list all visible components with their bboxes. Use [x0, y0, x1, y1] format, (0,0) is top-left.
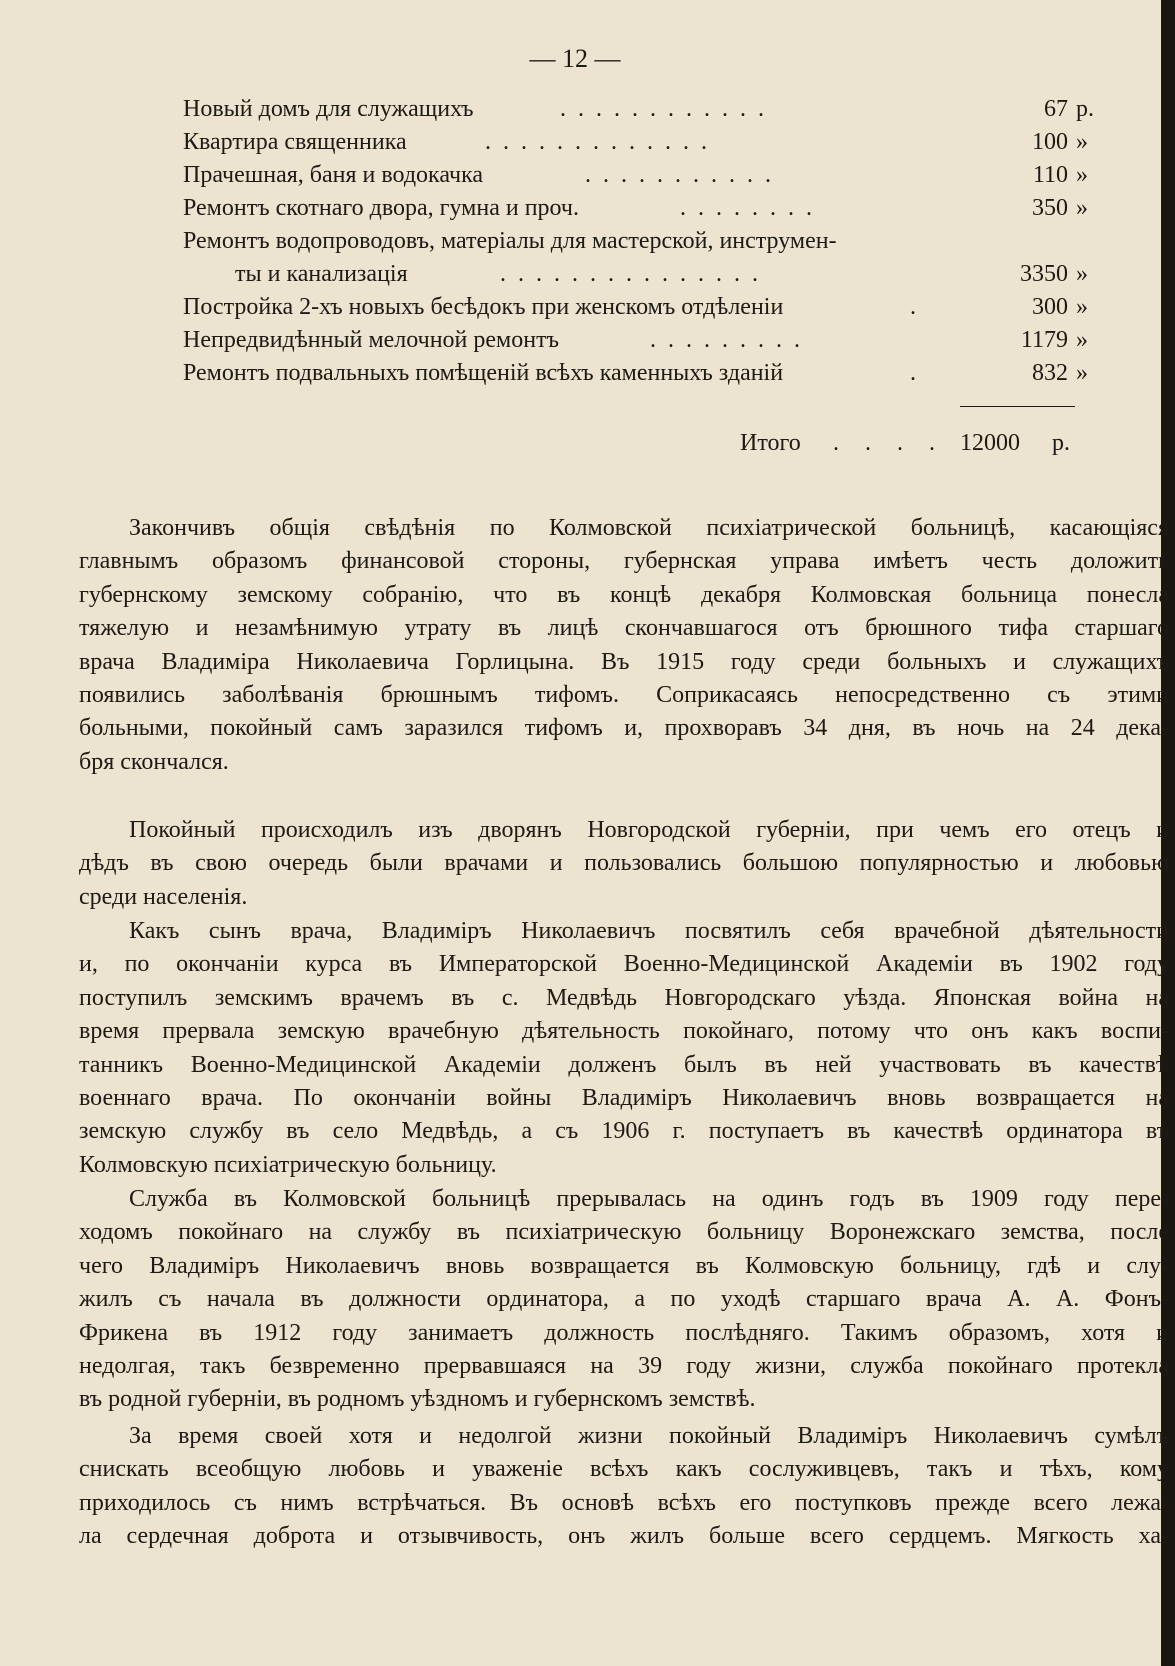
budget-item-amount: 832	[1032, 360, 1068, 386]
budget-row	[183, 195, 1088, 228]
budget-row	[183, 360, 1088, 393]
budget-item-amount: 100	[1032, 129, 1068, 155]
text-line: поступилъ земскимъ врачемъ въ с. Медвѣдь Новгородскаго уѣзда. Японская война на	[79, 984, 1169, 1011]
paragraph	[79, 915, 1169, 1182]
budget-item-amount: 110	[1032, 162, 1068, 188]
total-label: Итого	[740, 430, 801, 456]
paragraph	[79, 814, 1169, 914]
text-line: среди населенія.	[79, 883, 248, 910]
budget-item-dots: . . . . . . . . .	[650, 327, 803, 353]
budget-item-label: Новый домъ для служащихъ	[183, 96, 474, 122]
total-dots: . . . .	[833, 430, 945, 456]
text-line: ла сердечная доброта и отзывчивость, онъ жилъ больше всего сердцемъ. Мягкость ха-	[79, 1523, 1169, 1550]
budget-item-amount: 1179	[1020, 327, 1068, 353]
text-line: ходомъ покойнаго на службу въ психіатрическую больницу Воронежскаго земства, после	[79, 1219, 1169, 1246]
text-line: время прервала земскую врачебную дѣятельность покойнаго, потому что онъ какъ воспи-	[79, 1018, 1169, 1045]
budget-row	[183, 327, 1088, 360]
budget-item-dots: .	[910, 360, 919, 386]
total-rule	[960, 406, 1075, 407]
budget-table	[183, 96, 1094, 393]
text-line: недолгая, такъ безвременно прервавшаяся на 39 году жизни, служба покойнаго протекла	[79, 1352, 1169, 1379]
text-line: Закончивъ общія свѣдѣнія по Колмовской психіатрической больницѣ, касающіяся	[129, 515, 1169, 541]
text-line: главнымъ образомъ финансовой стороны, губернская управа имѣетъ честь доложить	[79, 548, 1169, 575]
page-number: — 12 —	[529, 44, 621, 73]
budget-item-dots: . . . . . . . . . . .	[585, 162, 774, 188]
budget-item-unit: »	[1076, 162, 1088, 188]
budget-item-label: Ремонтъ подвальныхъ помѣщеній всѣхъ каменныхъ зданій	[183, 360, 784, 386]
budget-item-label: Квартира священника	[183, 129, 407, 155]
budget-row	[183, 261, 1088, 294]
budget-item-label: Прачешная, баня и водокачка	[183, 162, 484, 188]
budget-item-amount: 3350	[1020, 261, 1068, 287]
budget-item-label: Ремонтъ водопроводовъ, матеріалы для мастерской, инструмен-	[183, 228, 837, 254]
budget-item-dots: . . . . . . . . . . . . . . .	[500, 261, 761, 287]
paragraph	[79, 1183, 1169, 1417]
text-line: За время своей хотя и недолгой жизни покойный Владиміръ Николаевичъ сумѣлъ	[129, 1423, 1169, 1449]
budget-item-unit: »	[1076, 327, 1088, 353]
text-line: военнаго врача. По окончаніи войны Владиміръ Николаевичъ вновь возвращается на	[79, 1084, 1169, 1111]
budget-item-dots: . . . . . . . . . . . .	[560, 96, 767, 122]
text-line: Фрикена въ 1912 году занимаетъ должность послѣдняго. Такимъ образомъ, хотя и	[79, 1319, 1169, 1346]
total-amount: 12000	[960, 430, 1020, 456]
budget-row	[183, 129, 1088, 162]
budget-item-amount: 350	[1032, 195, 1068, 221]
text-line: губернскому земскому собранію, что въ концѣ декабря Колмовская больница понесла	[79, 581, 1169, 608]
text-line: снискать всеобщую любовь и уваженіе всѣхъ какъ сослуживцевъ, такъ и тѣхъ, кому	[79, 1456, 1169, 1483]
text-line: Колмовскую психіатрическую больницу.	[79, 1151, 497, 1178]
text-line: Служба въ Колмовской больницѣ прерывалась на одинъ годъ въ 1909 году пере-	[129, 1186, 1169, 1212]
text-line: чего Владиміръ Николаевичъ вновь возвращается въ Колмовскую больницу, гдѣ и слу-	[79, 1252, 1169, 1279]
total-unit: р.	[1052, 430, 1070, 456]
budget-row	[183, 294, 1088, 327]
text-line: тяжелую и незамѣнимую утрату въ лицѣ скончавшагося отъ брюшного тифа старшаго	[79, 615, 1169, 642]
budget-item-dots: .	[910, 294, 919, 320]
budget-item-unit: »	[1076, 360, 1088, 386]
budget-item-label: Непредвидѣнный мелочной ремонтъ	[183, 327, 559, 353]
text-line: танникъ Военно-Медицинской Академіи долженъ былъ въ ней участвовать въ качествѣ	[79, 1051, 1169, 1078]
budget-item-dots: . . . . . . . . . . . . .	[485, 129, 710, 155]
budget-row	[183, 228, 1083, 261]
budget-item-dots: . . . . . . . .	[680, 195, 815, 221]
text-line: приходилось съ нимъ встрѣчаться. Въ основѣ всѣхъ его поступковъ прежде всего лежа-	[79, 1489, 1169, 1516]
budget-item-unit: »	[1076, 195, 1088, 221]
budget-item-label: Ремонтъ скотнаго двора, гумна и проч.	[183, 195, 579, 221]
budget-item-label: Постройка 2-хъ новыхъ бесѣдокъ при женскомъ отдѣленіи	[183, 294, 784, 320]
text-line: Покойный происходилъ изъ дворянъ Новгородской губерніи, при чемъ его отецъ и	[129, 817, 1169, 843]
text-line: Какъ сынъ врача, Владиміръ Николаевичъ посвятилъ себя врачебной дѣятельности	[129, 918, 1169, 944]
budget-row	[183, 96, 1094, 129]
budget-item-unit: »	[1076, 261, 1088, 287]
text-line: врача Владиміра Николаевича Горлицына. Въ 1915 году среди больныхъ и служащихъ	[79, 648, 1169, 675]
text-line: дѣдъ въ свою очередь были врачами и пользовались большою популярностью и любовью	[79, 850, 1169, 877]
text-line: бря скончался.	[79, 748, 229, 775]
paragraph	[79, 1420, 1169, 1554]
text-line: въ родной губерніи, въ родномъ уѣздномъ и губернскомъ земствѣ.	[79, 1386, 756, 1413]
text-line: появились заболѣванія брюшнымъ тифомъ. Соприкасаясь непосредственно съ этими	[79, 681, 1169, 708]
budget-item-amount: 67	[1044, 96, 1068, 122]
budget-item-unit: »	[1076, 129, 1088, 155]
text-line: земскую службу въ село Медвѣдь, а съ 1906 г. поступаетъ въ качествѣ ординатора въ	[79, 1118, 1169, 1145]
text-line: больными, покойный самъ заразился тифомъ и, прохворавъ 34 дня, въ ночь на 24 дека-	[79, 715, 1169, 742]
budget-row	[183, 162, 1088, 195]
text-line: жилъ съ начала въ должности ординатора, а по уходѣ старшаго врача А. А. Фонъ-	[79, 1286, 1169, 1313]
budget-item-label: ты и канализація	[235, 261, 408, 287]
budget-item-amount: 300	[1032, 294, 1068, 320]
text-line: и, по окончаніи курса въ Императорской Военно-Медицинской Академіи въ 1902 году	[79, 951, 1169, 978]
budget-item-unit: »	[1076, 294, 1088, 320]
paragraph	[79, 512, 1169, 779]
budget-item-unit: р.	[1076, 96, 1094, 122]
